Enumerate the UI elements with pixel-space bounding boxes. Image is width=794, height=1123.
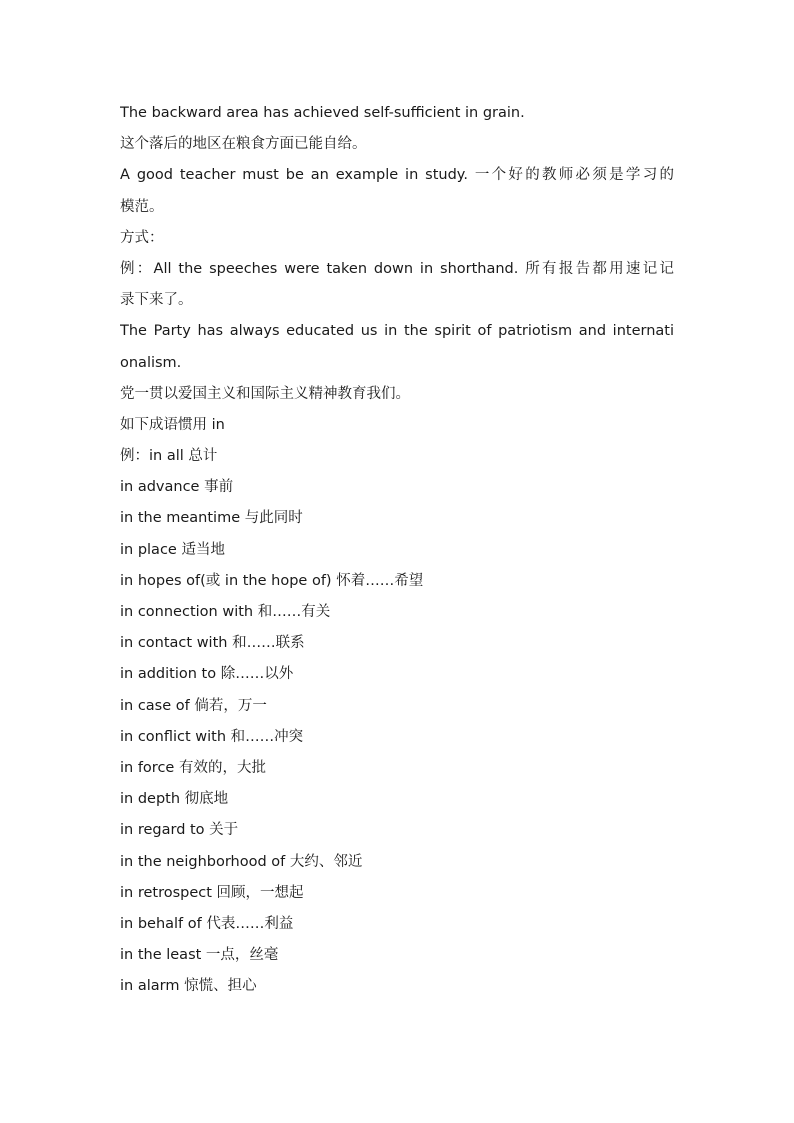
idiom-entry: in the meantime 与此同时: [120, 510, 303, 527]
idiom-entry: in behalf of 代表……利益: [120, 915, 294, 932]
text-line-continuation: 录下来了。: [120, 292, 193, 309]
text-line-example-sentence: The backward area has achieved self-sufficient in grain.: [120, 105, 525, 121]
idiom-entry: in case of 倘若，万一: [120, 697, 267, 714]
idiom-entry: in conflict with 和……冲突: [120, 728, 304, 745]
idiom-entry: in the neighborhood of 大约、邻近: [120, 853, 363, 870]
text-line-example-sentence: The Party has always educated us in the spirit of patriotism and internati: [120, 323, 674, 340]
idiom-entry: in addition to 除……以外: [120, 666, 294, 683]
idiom-entry: in hopes of(或 in the hope of) 怀着……希望: [120, 572, 424, 589]
text-line-continuation: onalism.: [120, 354, 182, 371]
idiom-entry: in alarm 惊慌、担心: [120, 978, 257, 995]
document-body: [120, 98, 674, 1002]
idiom-entry: in connection with 和……有关: [120, 604, 331, 620]
text-line-continuation: 模范。: [120, 198, 164, 215]
text-line-example-sentence: A good teacher must be an example in study. 一个好的教师必须是学习的: [120, 167, 674, 184]
text-line-translation: 党一贯以爱国主义和国际主义精神教育我们。: [120, 385, 410, 402]
idiom-entry: in depth 彻底地: [120, 791, 229, 808]
idiom-entry: in force 有效的，大批: [120, 759, 266, 776]
idiom-entry: in contact with 和……联系: [120, 635, 305, 652]
idiom-entry: in the least 一点，丝毫: [120, 947, 279, 964]
text-line-translation: 这个落后的地区在粮食方面已能自给。: [120, 136, 367, 153]
idiom-entry: in place 适当地: [120, 541, 225, 558]
section-label-idioms: 如下成语惯用 in: [120, 416, 225, 433]
idiom-entry: 例：in all 总计: [120, 448, 218, 465]
idiom-entry: in advance 事前: [120, 479, 234, 496]
section-label-manner: 方式：: [120, 229, 164, 246]
idiom-entry: in regard to 关于: [120, 822, 239, 839]
text-line-example-sentence: 例：All the speeches were taken down in shorthand. 所有报告都用速记记: [120, 260, 674, 277]
idiom-entry: in retrospect 回顾，一想起: [120, 884, 304, 901]
